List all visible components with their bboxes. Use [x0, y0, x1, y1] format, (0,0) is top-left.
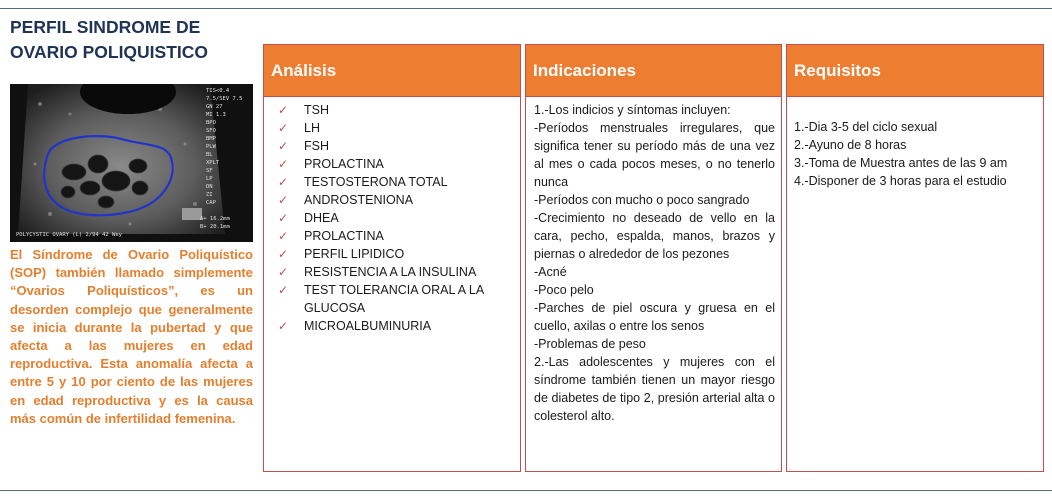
checkmark-icon: ✓: [278, 193, 289, 207]
ultrasound-image: [10, 84, 253, 242]
analisis-heading: Análisis: [264, 45, 520, 97]
checkmark-icon: ✓: [278, 103, 289, 117]
requisitos-line: 1.-Dia 3-5 del ciclo sexual: [794, 120, 938, 134]
scan-label: BPO: [206, 120, 216, 126]
indicaciones-heading: Indicaciones: [526, 45, 781, 97]
requisitos-text: [787, 97, 1043, 190]
top-rule: [0, 8, 1052, 9]
page-title: PERFIL SINDROME DE OVARIO POLIQUISTICO: [10, 17, 209, 62]
analisis-item: ✓ ANDROSTENIONA: [278, 193, 414, 207]
analisis-item: ✓ FSH: [278, 139, 329, 153]
scan-label: XPLT: [206, 160, 220, 166]
checkmark-icon: ✓: [278, 247, 289, 261]
scan-readout: A+ 16.2mm: [200, 216, 230, 222]
scan-readout: B+ 20.1mm: [200, 224, 230, 230]
scan-label: CAP: [206, 200, 216, 206]
analisis-item: ✓ LH: [278, 121, 320, 135]
analisis-item: ✓ PERFIL LIPIDICO: [278, 247, 405, 261]
analisis-item: ✓ TEST TOLERANCIA ORAL A LA GLUCOSA: [278, 283, 484, 315]
indicaciones-line: -Crecimiento no deseado de vello en la cara, pecho, espalda, manos, brazos y piernas o alrededor de los pezones: [534, 211, 775, 261]
checkmark-icon: ✓: [278, 319, 289, 333]
scan-label: 7.5/SEV 7.5: [206, 96, 243, 102]
requisitos-line: 3.-Toma de Muestra antes de las 9 am: [794, 156, 1008, 170]
bottom-rule: [0, 490, 1052, 491]
indicaciones-line: -Acné: [534, 265, 567, 279]
indicaciones-line: -Poco pelo: [534, 283, 594, 297]
checkmark-icon: ✓: [278, 121, 289, 135]
ultrasound-scan: [10, 84, 253, 242]
checkmark-icon: ✓: [278, 139, 289, 153]
analisis-list: [264, 97, 520, 335]
analisis-panel: [263, 44, 521, 472]
analisis-item: ✓ PROLACTINA: [278, 157, 384, 171]
scan-label: SFO: [206, 128, 216, 134]
indicaciones-line: 1.-Los indicios y síntomas incluyen:: [534, 103, 731, 117]
indicaciones-panel: [525, 44, 782, 472]
scan-label: PLW: [206, 144, 216, 150]
scan-label: BMP: [206, 136, 216, 142]
scan-label: GN 27: [206, 104, 223, 110]
indicaciones-line: -Períodos menstruales irregulares, que significa tener su período más de una vez al mes o cada pocos meses, o no tenerlo nunca: [534, 121, 775, 189]
intro-paragraph: El Síndrome de Ovario Poliquístico (SOP) también llamado simplemente “Ovarios Poliquísticos”, es un desorden complejo que generalmente se inicia durante la pubertad y que afecta a las mujeres en edad reproductiva. Esta anomalía afecta a entre 5 y 10 por ciento de las mujeres en edad reproductiva y es la causa más común de infertilidad femenina.: [10, 247, 253, 426]
indicaciones-line: 2.-Las adolescentes y mujeres con el síndrome también tienen un mayor riesgo de diabetes de tipo 2, presión arterial alta o colesterol alto.: [534, 355, 775, 423]
scan-label: ZI: [206, 192, 213, 198]
checkmark-icon: ✓: [278, 229, 289, 243]
checkmark-icon: ✓: [278, 265, 289, 279]
requisitos-panel: [786, 44, 1044, 472]
scan-label: BL: [206, 152, 213, 158]
requisitos-line: 4.-Disponer de 3 horas para el estudio: [794, 174, 1007, 188]
scan-label: TIS<0.4: [206, 88, 230, 94]
scan-label: MI 1.3: [206, 112, 226, 118]
analisis-item: ✓ MICROALBUMINURIA: [278, 319, 432, 333]
scan-caption: POLYCYSTIC OVARY (L) 2/94 42 Wey: [16, 232, 122, 238]
analisis-item: ✓ TESTOSTERONA TOTAL: [278, 175, 448, 189]
requisitos-line: 2.-Ayuno de 8 horas: [794, 138, 907, 152]
checkmark-icon: ✓: [278, 175, 289, 189]
indicaciones-line: -Períodos con mucho o poco sangrado: [534, 193, 750, 207]
requisitos-heading: Requisitos: [787, 45, 1043, 97]
indicaciones-line: -Problemas de peso: [534, 337, 646, 351]
checkmark-icon: ✓: [278, 211, 289, 225]
analisis-item: ✓ TSH: [278, 103, 329, 117]
analisis-item: ✓ PROLACTINA: [278, 229, 384, 243]
checkmark-icon: ✓: [278, 283, 289, 297]
scan-label: SF: [206, 168, 213, 174]
analisis-item: ✓ RESISTENCIA A LA INSULINA: [278, 265, 477, 279]
analisis-item: ✓ DHEA: [278, 211, 339, 225]
indicaciones-line: -Parches de piel oscura y gruesa en el cuello, axilas o entre los senos: [534, 301, 775, 333]
scan-label: LP: [206, 176, 213, 182]
indicaciones-text: [526, 97, 781, 425]
checkmark-icon: ✓: [278, 157, 289, 171]
scan-label: DN: [206, 184, 213, 190]
